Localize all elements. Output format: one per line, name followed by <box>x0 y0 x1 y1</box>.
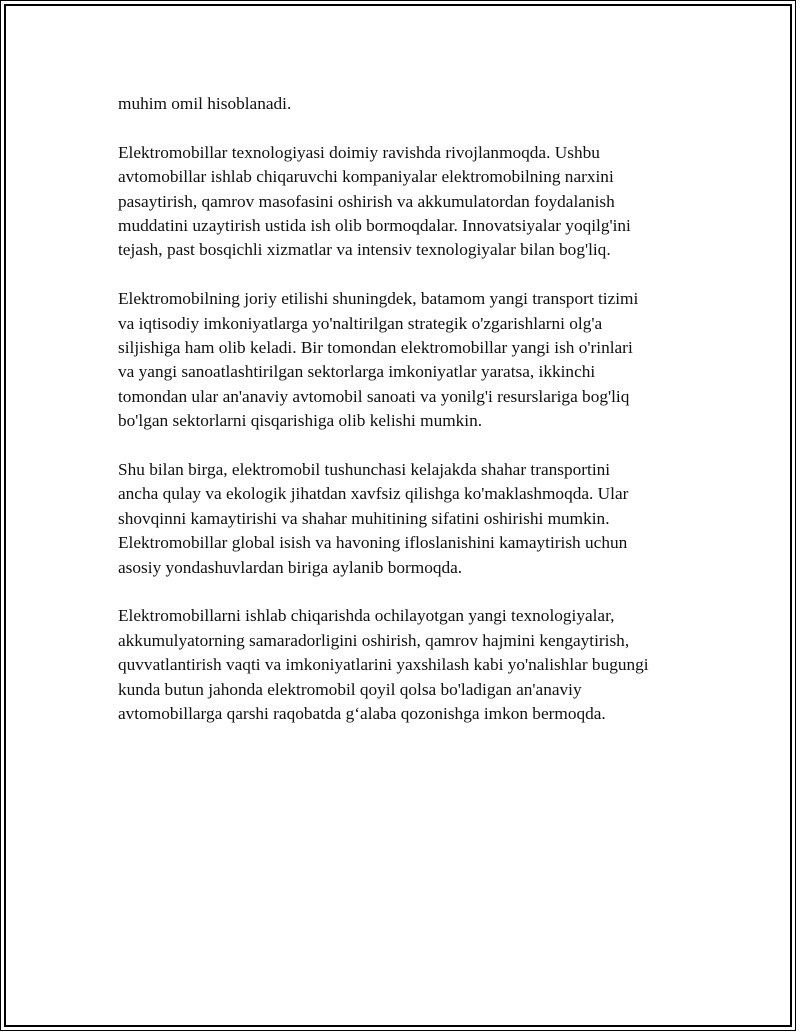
text-line: akkumulyatorning samaradorligini oshirish, qamrov hajmini kengaytirish, <box>118 630 630 650</box>
text-line: tejash, past bosqichli xizmatlar va intensiv texnologiyalar bilan bog'liq. <box>118 240 611 260</box>
text-line: va iqtisodiy imkoniyatlarga yo'naltirilgan strategik o'zgarishlarni olg'a <box>118 313 603 333</box>
text-line: Elektromobillarni ishlab chiqarishda ochilayotgan yangi texnologiyalar, <box>118 606 615 626</box>
text-line: asosiy yondashuvlardan biriga aylanib bormoqda. <box>118 557 463 577</box>
text-line: ancha qulay va ekologik jihatdan xavfsiz qilishga ko'maklashmoqda. Ular <box>118 484 629 504</box>
paragraph-1 <box>118 92 708 116</box>
text-line: kunda butun jahonda elektromobil qoyil qolsa bo'ladigan an'anaviy <box>118 679 582 699</box>
paragraph-4 <box>118 458 708 580</box>
text-line: muhim omil hisoblanadi. <box>118 94 292 113</box>
document-body <box>118 92 708 751</box>
paragraph-5 <box>118 604 708 726</box>
text-line: Shu bilan birga, elektromobil tushunchasi kelajakda shahar transportini <box>118 460 611 480</box>
text-line: avtomobillarga qarshi raqobatda g‘alaba qozonishga imkon bermoqda. <box>118 704 606 724</box>
text-line: bo'lgan sektorlarni qisqarishiga olib kelishi mumkin. <box>118 411 483 431</box>
text-line: tomondan ular an'anaviy avtomobil sanoati va yonilg'i resurslariga bog'liq <box>118 386 630 406</box>
text-line: shovqinni kamaytirishi va shahar muhitining sifatini oshirishi mumkin. <box>118 508 610 528</box>
text-line: siljishiga ham olib keladi. Bir tomondan elektromobillar yangi ish o'rinlari <box>118 338 633 358</box>
paragraph-3 <box>118 287 708 433</box>
text-line: quvvatlantirish vaqti va imkoniyatlarini yaxshilash kabi yo'nalishlar bugungi <box>118 655 649 675</box>
text-line: va yangi sanoatlashtirilgan sektorlarga imkoniyatlar yaratsa, ikkinchi <box>118 362 596 382</box>
text-line: Elektromobillar texnologiyasi doimiy ravishda rivojlanmoqda. Ushbu <box>118 142 600 162</box>
paragraph-2 <box>118 141 708 263</box>
text-line: Elektromobilning joriy etilishi shuningdek, batamom yangi transport tizimi <box>118 289 639 309</box>
text-line: pasaytirish, qamrov masofasini oshirish va akkumulatordan foydalanish <box>118 191 615 211</box>
text-line: avtomobillar ishlab chiqaruvchi kompaniyalar elektromobilning narxini <box>118 167 614 187</box>
text-line: muddatini uzaytirish ustida ish olib bormoqdalar. Innovatsiyalar yoqilg'ini <box>118 216 631 236</box>
text-line: Elektromobillar global isish va havoning ifloslanishini kamaytirish uchun <box>118 533 628 553</box>
